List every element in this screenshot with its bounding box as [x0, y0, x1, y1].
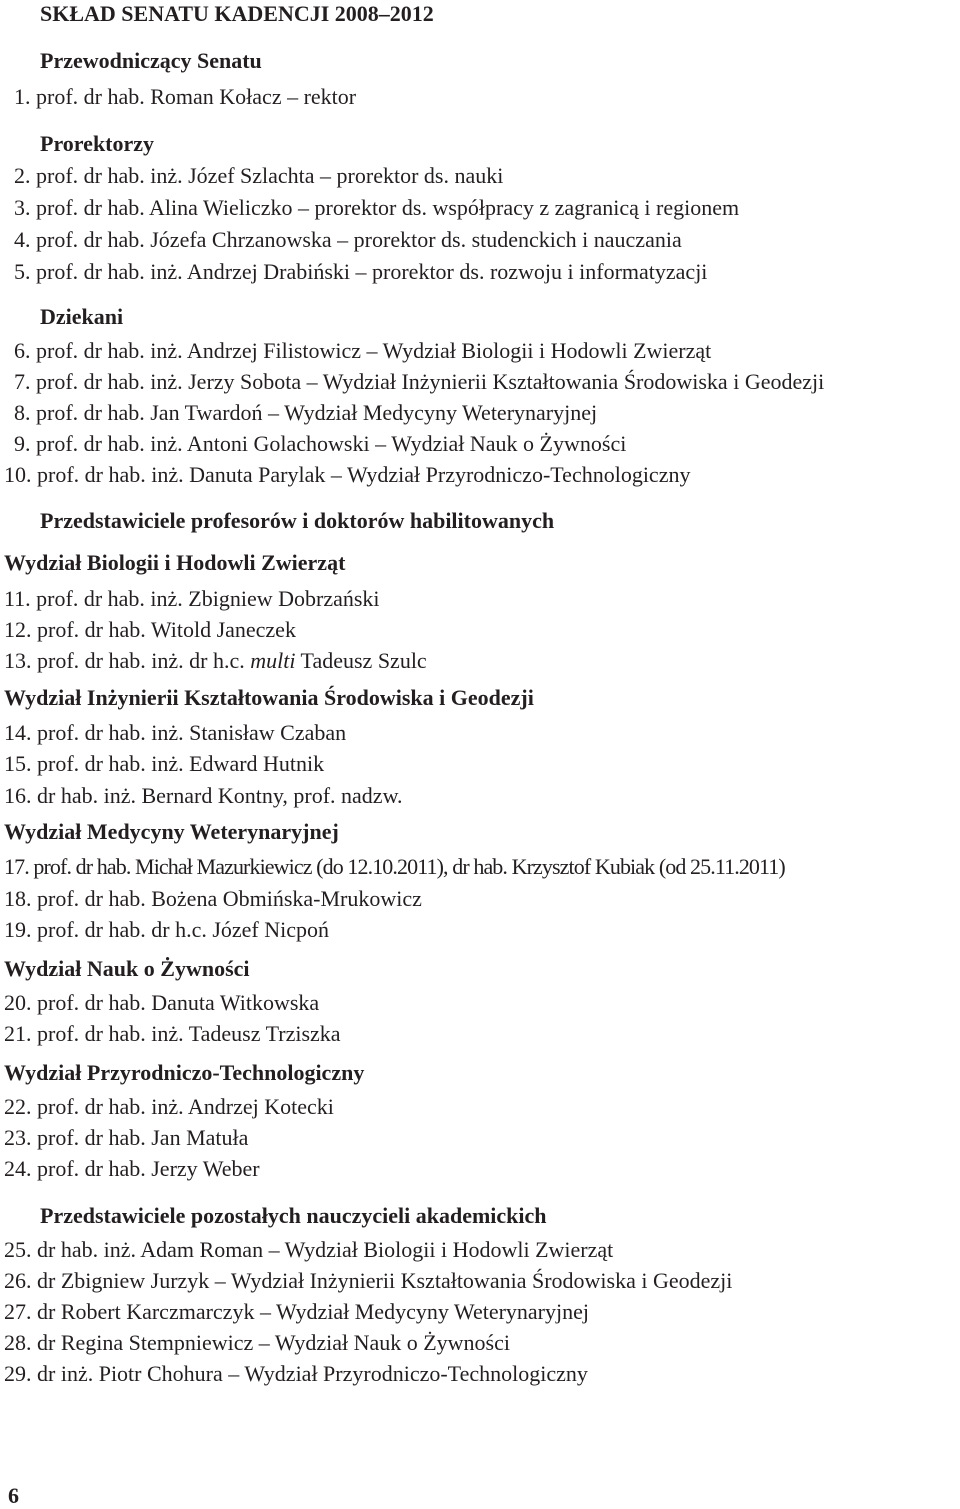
list-item: 26. dr Zbigniew Jurzyk – Wydział Inżynierii Kształtowania Środowiska i Geodezji [4, 1268, 733, 1293]
list-item: 19. prof. dr hab. dr h.c. Józef Nicpoń [4, 917, 330, 942]
list-item: 5. prof. dr hab. inż. Andrzej Drabiński – prorektor ds. rozwoju i informatyzacji [14, 259, 708, 284]
list-item: 29. dr inż. Piotr Chohura – Wydział Przyrodniczo-Technologiczny [4, 1361, 588, 1386]
page-number: 6 [8, 1483, 19, 1508]
list-item: 12. prof. dr hab. Witold Janeczek [4, 617, 296, 642]
faculty-heading: Wydział Inżynierii Kształtowania Środowiska i Geodezji [4, 685, 534, 710]
list-item: 11. prof. dr hab. inż. Zbigniew Dobrzański [4, 586, 380, 611]
list-item: 15. prof. dr hab. inż. Edward Hutnik [4, 751, 325, 776]
list-item: 10. prof. dr hab. inż. Danuta Parylak – Wydział Przyrodniczo-Technologiczny [4, 462, 691, 487]
list-item: 22. prof. dr hab. inż. Andrzej Kotecki [4, 1094, 334, 1119]
faculty-heading: Wydział Przyrodniczo-Technologiczny [4, 1060, 365, 1085]
list-item: 20. prof. dr hab. Danuta Witkowska [4, 990, 320, 1015]
section-heading-chair: Przewodniczący Senatu [40, 48, 262, 73]
list-item: 14. prof. dr hab. inż. Stanisław Czaban [4, 720, 347, 745]
faculty-heading: Wydział Biologii i Hodowli Zwierząt [4, 550, 346, 575]
list-item: 9. prof. dr hab. inż. Antoni Golachowski – Wydział Nauk o Żywności [14, 431, 627, 456]
list-item: 4. prof. dr hab. Józefa Chrzanowska – prorektor ds. studenckich i nauczania [14, 227, 682, 252]
list-item: 8. prof. dr hab. Jan Twardoń – Wydział Medycyny Weterynaryjnej [14, 400, 598, 425]
section-heading-other-teachers: Przedstawiciele pozostałych nauczycieli akademickich [40, 1203, 547, 1228]
list-item: 17. prof. dr hab. Michał Mazurkiewicz (do 12.10.2011), dr hab. Krzysztof Kubiak (od 25.11.2011) [4, 854, 785, 879]
list-item: 25. dr hab. inż. Adam Roman – Wydział Biologii i Hodowli Zwierząt [4, 1237, 614, 1262]
list-item: 6. prof. dr hab. inż. Andrzej Filistowicz – Wydział Biologii i Hodowli Zwierząt [14, 338, 712, 363]
page-title: SKŁAD SENATU KADENCJI 2008–2012 [40, 1, 434, 26]
section-heading-professors: Przedstawiciele profesorów i doktorów habilitowanych [40, 508, 555, 533]
faculty-heading: Wydział Nauk o Żywności [4, 956, 250, 981]
section-heading-deans: Dziekani [40, 304, 124, 329]
item-italic: multi [250, 648, 296, 673]
list-item: 1. prof. dr hab. Roman Kołacz – rektor [14, 84, 357, 109]
list-item: 2. prof. dr hab. inż. Józef Szlachta – prorektor ds. nauki [14, 163, 504, 188]
list-item: 16. dr hab. inż. Bernard Kontny, prof. nadzw. [4, 783, 403, 808]
list-item [4, 647, 427, 675]
list-item: 27. dr Robert Karczmarczyk – Wydział Medycyny Weterynaryjnej [4, 1299, 589, 1324]
item-prefix: 13. prof. dr hab. inż. dr h.c. [4, 648, 251, 673]
list-item: 7. prof. dr hab. inż. Jerzy Sobota – Wydział Inżynierii Kształtowania Środowiska i Geodezji [14, 369, 825, 394]
list-item: 23. prof. dr hab. Jan Matuła [4, 1125, 249, 1150]
item-suffix: Tadeusz Szulc [295, 648, 427, 673]
list-item: 24. prof. dr hab. Jerzy Weber [4, 1156, 260, 1181]
list-item: 21. prof. dr hab. inż. Tadeusz Trziszka [4, 1021, 341, 1046]
list-item: 3. prof. dr hab. Alina Wieliczko – prorektor ds. współpracy z zagranicą i regionem [14, 195, 740, 220]
list-item: 28. dr Regina Stempniewicz – Wydział Nauk o Żywności [4, 1330, 510, 1355]
list-item: 18. prof. dr hab. Bożena Obmińska-Mrukowicz [4, 886, 422, 911]
faculty-heading: Wydział Medycyny Weterynaryjnej [4, 819, 339, 844]
section-heading-prorectors: Prorektorzy [40, 131, 155, 156]
